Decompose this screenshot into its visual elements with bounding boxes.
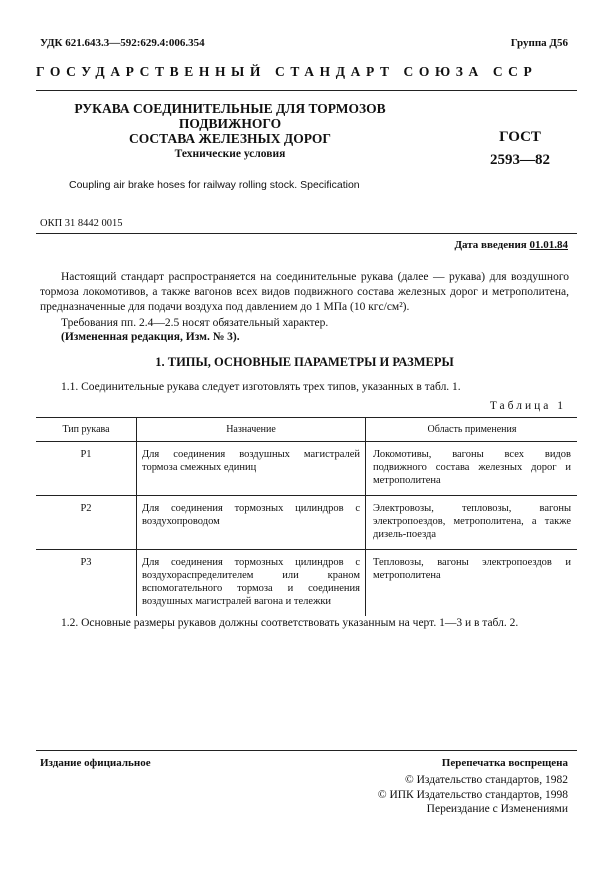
date-label: Дата введения: [454, 239, 527, 251]
amendment-note: (Измененная редакция, Изм. № 3).: [61, 331, 240, 343]
gost-designation: [470, 126, 570, 172]
table-row: [36, 496, 577, 550]
cell-purpose: Для соединения тормозных цилиндров с воздухопроводом: [137, 496, 366, 550]
official-edition: Издание официальное: [40, 757, 151, 769]
header-purpose: Назначение: [137, 418, 366, 442]
hose-types-table: [36, 417, 577, 616]
group-code: Группа Д56: [510, 37, 568, 49]
cell-purpose: Для соединения воздушных магистралей тормоза смежных единиц: [137, 442, 366, 496]
clause-1-1: 1.1. Соединительные рукава следует изготовлять трех типов, указанных в табл. 1.: [61, 381, 461, 393]
introduction-date: [454, 239, 568, 251]
cell-application: Электровозы, тепловозы, вагоны электропоездов, метрополитена, а также дизель-поезда: [366, 496, 578, 550]
gost-label: ГОСТ: [499, 129, 541, 145]
section-heading: 1. ТИПЫ, ОСНОВНЫЕ ПАРАМЕТРЫ И РАЗМЕРЫ: [155, 355, 454, 369]
cell-purpose: Для соединения тормозных цилиндров с воздухораспределителем или краном вспомогательного тормоза и соединения воздушных магистралей вагона и тележки: [137, 550, 366, 617]
copyright-1982: © Издательство стандартов, 1982: [404, 774, 568, 786]
scope-paragraph: Настоящий стандарт распространяется на соединительные рукава (далее — рукава) для воздушного тормоза локомотивов, а также вагонов всех видов подвижного состава железных дорог и метрополитена, предназначенные для подачи воздуха под давлением до 1 МПа (10 кгс/см²).: [40, 271, 569, 313]
divider-okp: [36, 233, 577, 234]
document-subtitle: Технические условия: [174, 148, 286, 160]
okp-code: ОКП 31 8442 0015: [40, 218, 123, 229]
cell-type: Р3: [80, 557, 92, 568]
english-title: Coupling air brake hoses for railway rolling stock. Specification: [69, 179, 360, 191]
state-standard-banner: ГОСУДАРСТВЕННЫЙ СТАНДАРТ СОЮЗА ССР: [36, 64, 538, 79]
header-application: Область применения: [366, 418, 578, 442]
gost-number: 2593—82: [490, 152, 550, 168]
udk-code: УДК 621.643.3—592:629.4:006.354: [40, 37, 205, 49]
table-header-row: [36, 418, 577, 442]
copyright-1998: © ИПК Издательство стандартов, 1998: [377, 788, 568, 801]
mandatory-note: Требования пп. 2.4—2.5 носят обязательный характер.: [61, 317, 329, 329]
table-row: [36, 442, 577, 496]
reprint-prohibited: Перепечатка воспрещена: [441, 757, 568, 769]
cell-application: Тепловозы, вагоны электропоездов и метрополитена: [366, 550, 578, 617]
cell-type: Р1: [36, 442, 137, 496]
table-row: [36, 550, 577, 617]
title-line-1: РУКАВА СОЕДИНИТЕЛЬНЫЕ ДЛЯ ТОРМОЗОВ ПОДВИЖНОГО: [74, 101, 386, 131]
cell-type: Р2: [36, 496, 137, 550]
title-line-2: СОСТАВА ЖЕЛЕЗНЫХ ДОРОГ: [129, 131, 331, 146]
divider-footer: [36, 750, 577, 751]
document-title: [40, 101, 420, 146]
clause-1-2: 1.2. Основные размеры рукавов должны соответствовать указанным на черт. 1—3 и в табл. 2.: [61, 617, 519, 629]
date-value: 01.01.84: [529, 239, 568, 251]
header-type: Тип рукава: [36, 418, 137, 442]
copyright-block: [378, 773, 568, 817]
table-label: Таблица 1: [489, 400, 566, 412]
divider-top: [36, 90, 577, 91]
reissue-note: Переиздание с Изменениями: [426, 803, 568, 815]
cell-application: Локомотивы, вагоны всех видов подвижного состава железных дорог и метрополитена: [366, 442, 578, 496]
